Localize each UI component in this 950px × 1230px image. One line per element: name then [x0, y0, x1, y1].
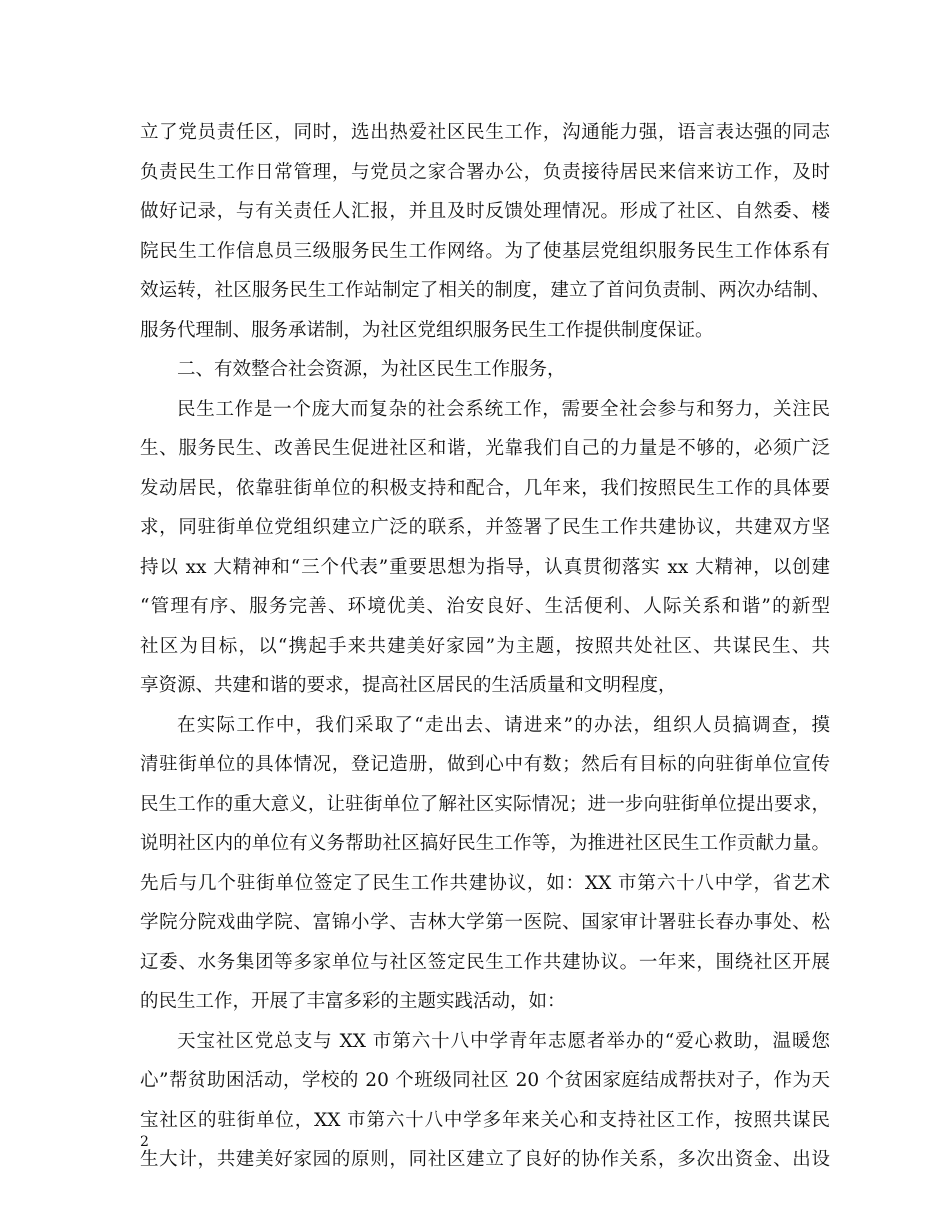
- text-line: 生大计，共建美好家园的原则，同社区建立了良好的协作关系，多次出资金、出设: [140, 1149, 830, 1170]
- text-line: 学院分院戏曲学院、富锦小学、吉林大学第一医院、国家审计署驻长春办事处、松: [140, 912, 830, 933]
- text-line: 效运转，社区服务民生工作站制定了相关的制度，建立了首问负责制、两次办结制、: [140, 280, 830, 301]
- text-line: 心”帮贫助困活动，学校的 20 个班级同社区 20 个贫困家庭结成帮扶对子，作为天: [140, 1070, 830, 1091]
- text-line: 先后与几个驻街单位签定了民生工作共建协议，如：XX 市第六十八中学，省艺术: [140, 872, 830, 894]
- text-line: 求，同驻街单位党组织建立广泛的联系，并签署了民生工作共建协议，共建双方坚: [140, 517, 830, 538]
- text-line: 做好记录，与有关责任人汇报，并且及时反馈处理情况。形成了社区、自然委、楼: [140, 201, 830, 222]
- text-line: 辽委、水务集团等多家单位与社区签定民生工作共建协议。一年来，围绕社区开展: [140, 951, 830, 973]
- text-line: 享资源、共建和谐的要求，提高社区居民的生活质量和文明程度，: [140, 675, 677, 696]
- body-text: [140, 113, 830, 1180]
- text-line: 发动居民，依靠驻街单位的积极支持和配合，几年来，我们按照民生工作的具体要: [140, 477, 830, 499]
- text-line: 天宝社区党总支与 XX 市第六十八中学青年志愿者举办的“爱心救助，温暖您: [177, 1030, 830, 1052]
- text-line: 民生工作的重大意义，让驻街单位了解社区实际情况；进一步向驻街单位提出要求，: [140, 793, 830, 815]
- text-line: 负责民生工作日常管理，与党员之家合署办公，负责接待居民来信来访工作，及时: [140, 161, 830, 183]
- text-line: 宝社区的驻街单位，XX 市第六十八中学多年来关心和支持社区工作，按照共谋民: [140, 1109, 830, 1131]
- text-line: 的民生工作，开展了丰富多彩的主题实践活动，如：: [140, 991, 566, 1012]
- text-line: 服务代理制、服务承诺制，为社区党组织服务民生工作提供制度保证。: [140, 319, 714, 341]
- text-line: 民生工作是一个庞大而复杂的社会系统工作，需要全社会参与和努力，关注民: [177, 398, 830, 420]
- page-number: 2: [140, 1134, 149, 1150]
- text-line: 院民生工作信息员三级服务民生工作网络。为了使基层党组织服务民生工作体系有: [140, 240, 830, 262]
- text-line: 生、服务民生、改善民生促进社区和谐，光靠我们自己的力量是不够的，必须广泛: [140, 438, 830, 459]
- text-line: 持以 xx 大精神和“三个代表”重要思想为指导，认真贯彻落实 xx 大精神，以创建: [140, 556, 830, 578]
- text-line: 立了党员责任区，同时，选出热爱社区民生工作，沟通能力强，语言表达强的同志: [140, 122, 830, 143]
- text-line: 清驻街单位的具体情况，登记造册，做到心中有数；然后有目标的向驻街单位宣传: [140, 754, 830, 775]
- text-line: 二、有效整合社会资源，为社区民生工作服务，: [177, 359, 566, 380]
- text-line: 说明社区内的单位有义务帮助社区搞好民生工作等，为推进社区民生工作贡献力量。: [140, 833, 830, 854]
- text-line: “管理有序、服务完善、环境优美、治安良好、生活便利、人际关系和谐”的新型: [140, 596, 830, 617]
- text-line: 社区为目标，以“携起手来共建美好家园”为主题，按照共处社区、共谋民生、共: [140, 635, 830, 657]
- text-line: 在实际工作中，我们采取了“走出去、请进来”的办法，组织人员搞调查，摸: [177, 714, 830, 736]
